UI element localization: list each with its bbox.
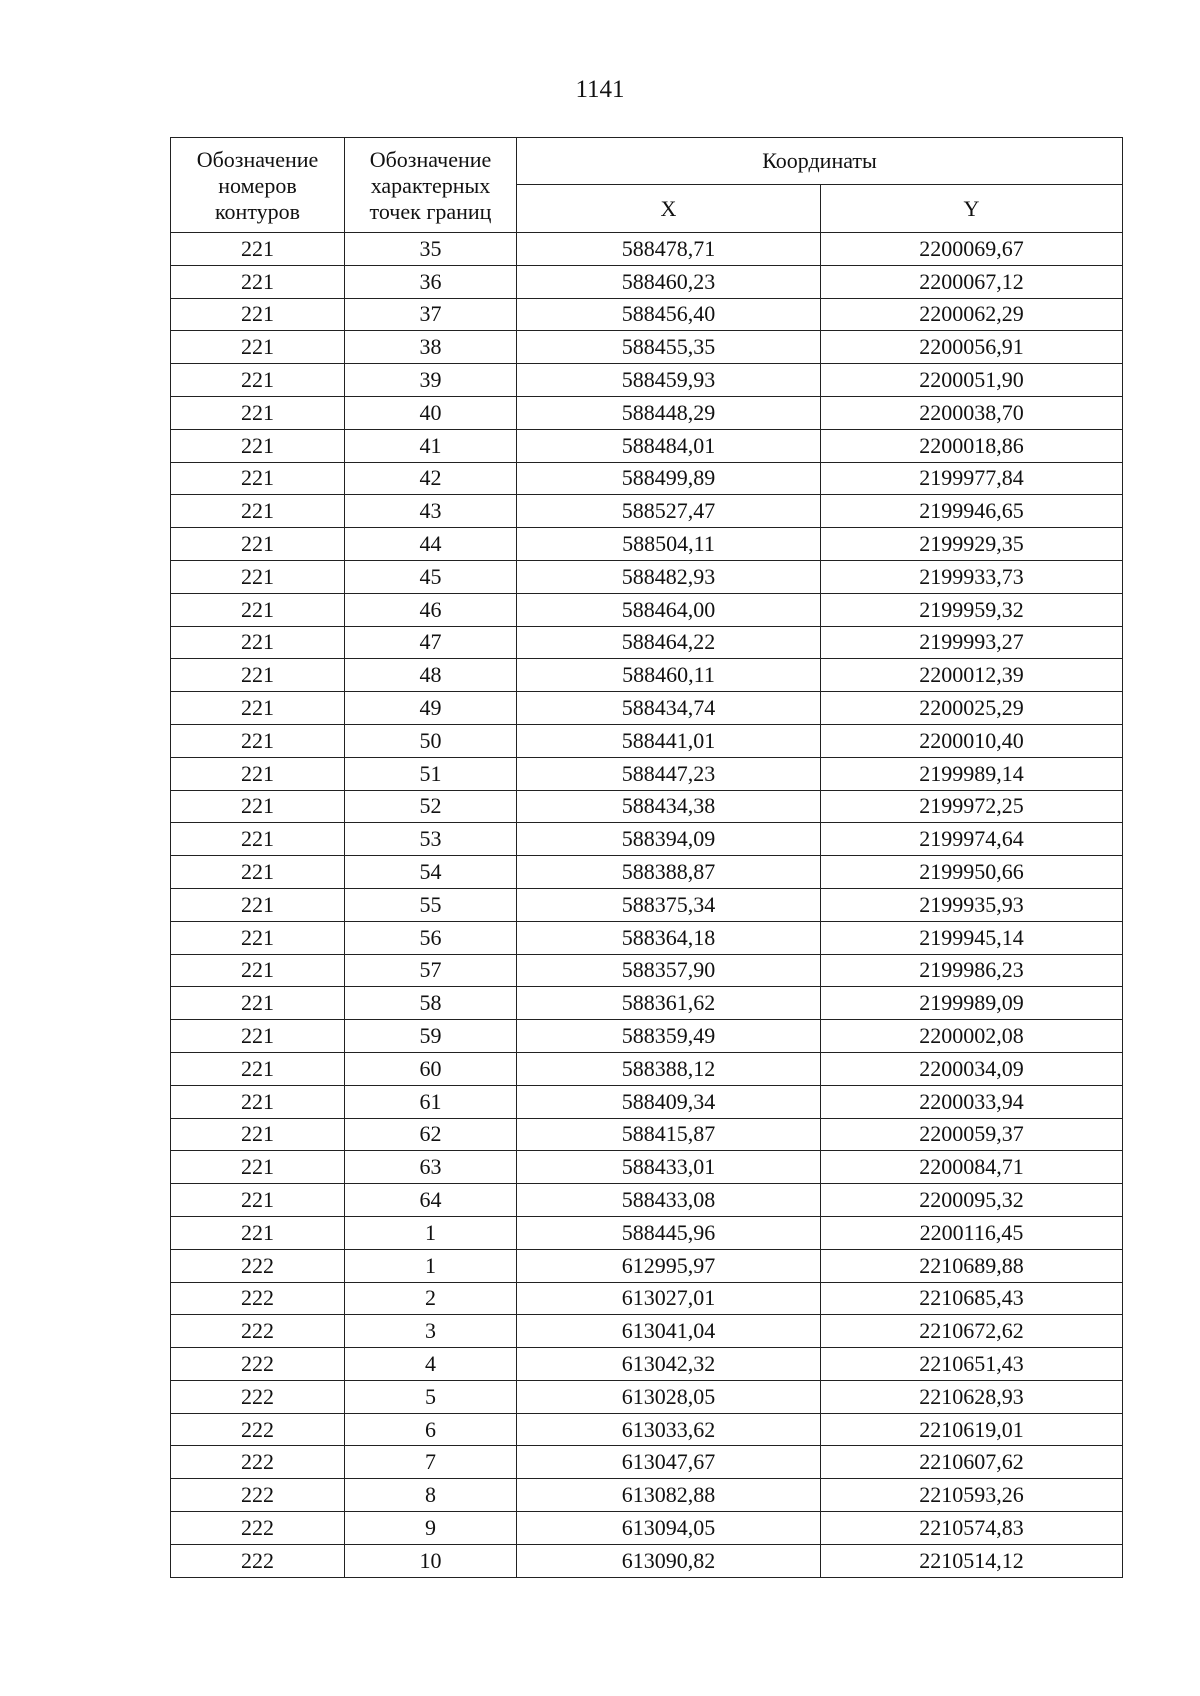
table-row — [171, 593, 1123, 626]
coordinates-table — [170, 137, 1123, 1578]
table-row — [171, 1315, 1123, 1348]
cell-contour-number: 221 — [171, 1052, 345, 1085]
cell-x: 588434,38 — [517, 790, 821, 823]
cell-x: 588456,40 — [517, 298, 821, 331]
cell-x: 613082,88 — [517, 1479, 821, 1512]
cell-point-number: 43 — [345, 495, 517, 528]
cell-x: 588433,01 — [517, 1151, 821, 1184]
cell-point-number: 46 — [345, 593, 517, 626]
cell-point-number: 6 — [345, 1413, 517, 1446]
header-boundary-points — [345, 138, 517, 233]
cell-y: 2199946,65 — [821, 495, 1123, 528]
cell-x: 588388,87 — [517, 856, 821, 889]
cell-y: 2199986,23 — [821, 954, 1123, 987]
cell-x: 588357,90 — [517, 954, 821, 987]
cell-y: 2210651,43 — [821, 1348, 1123, 1381]
cell-point-number: 61 — [345, 1085, 517, 1118]
cell-point-number: 10 — [345, 1544, 517, 1577]
cell-y: 2200084,71 — [821, 1151, 1123, 1184]
cell-x: 613094,05 — [517, 1512, 821, 1545]
table-row — [171, 1282, 1123, 1315]
cell-point-number: 50 — [345, 724, 517, 757]
cell-contour-number: 221 — [171, 396, 345, 429]
cell-point-number: 41 — [345, 429, 517, 462]
cell-contour-number: 221 — [171, 888, 345, 921]
table-row — [171, 1052, 1123, 1085]
cell-x: 588499,89 — [517, 462, 821, 495]
cell-y: 2200018,86 — [821, 429, 1123, 462]
table-row — [171, 1380, 1123, 1413]
cell-point-number: 4 — [345, 1348, 517, 1381]
cell-x: 588482,93 — [517, 560, 821, 593]
cell-y: 2200038,70 — [821, 396, 1123, 429]
cell-x: 588460,23 — [517, 265, 821, 298]
cell-x: 588415,87 — [517, 1118, 821, 1151]
cell-x: 588447,23 — [517, 757, 821, 790]
cell-x: 612995,97 — [517, 1249, 821, 1282]
cell-x: 588359,49 — [517, 1020, 821, 1053]
cell-y: 2199950,66 — [821, 856, 1123, 889]
cell-x: 588484,01 — [517, 429, 821, 462]
cell-point-number: 64 — [345, 1184, 517, 1217]
cell-x: 588459,93 — [517, 364, 821, 397]
cell-point-number: 52 — [345, 790, 517, 823]
table-row — [171, 1544, 1123, 1577]
cell-y: 2210574,83 — [821, 1512, 1123, 1545]
cell-point-number: 54 — [345, 856, 517, 889]
cell-x: 588464,00 — [517, 593, 821, 626]
table-row — [171, 331, 1123, 364]
cell-point-number: 44 — [345, 528, 517, 561]
table-row — [171, 1413, 1123, 1446]
cell-point-number: 1 — [345, 1249, 517, 1282]
cell-y: 2199993,27 — [821, 626, 1123, 659]
cell-point-number: 38 — [345, 331, 517, 364]
cell-point-number: 63 — [345, 1151, 517, 1184]
cell-point-number: 5 — [345, 1380, 517, 1413]
table-row — [171, 298, 1123, 331]
cell-x: 613027,01 — [517, 1282, 821, 1315]
cell-contour-number: 222 — [171, 1446, 345, 1479]
table-row — [171, 987, 1123, 1020]
cell-contour-number: 221 — [171, 331, 345, 364]
cell-point-number: 1 — [345, 1216, 517, 1249]
table-row — [171, 1184, 1123, 1217]
cell-contour-number: 221 — [171, 757, 345, 790]
cell-y: 2200116,45 — [821, 1216, 1123, 1249]
cell-y: 2200062,29 — [821, 298, 1123, 331]
page-number: 1141 — [575, 76, 625, 103]
table-row — [171, 429, 1123, 462]
cell-y: 2200033,94 — [821, 1085, 1123, 1118]
table-row — [171, 1249, 1123, 1282]
cell-x: 588448,29 — [517, 396, 821, 429]
header-point-line-2: характерных — [370, 173, 491, 198]
header-point-line-1: Обозначение — [369, 147, 492, 172]
cell-point-number: 2 — [345, 1282, 517, 1315]
cell-y: 2199945,14 — [821, 921, 1123, 954]
cell-x: 613033,62 — [517, 1413, 821, 1446]
table-row — [171, 1479, 1123, 1512]
cell-contour-number: 222 — [171, 1413, 345, 1446]
cell-point-number: 3 — [345, 1315, 517, 1348]
table-row — [171, 233, 1123, 266]
cell-contour-number: 221 — [171, 298, 345, 331]
cell-y: 2200002,08 — [821, 1020, 1123, 1053]
cell-x: 588455,35 — [517, 331, 821, 364]
cell-contour-number: 221 — [171, 560, 345, 593]
cell-contour-number: 221 — [171, 462, 345, 495]
cell-x: 588445,96 — [517, 1216, 821, 1249]
cell-x: 613041,04 — [517, 1315, 821, 1348]
cell-contour-number: 221 — [171, 1118, 345, 1151]
cell-y: 2199959,32 — [821, 593, 1123, 626]
cell-contour-number: 221 — [171, 626, 345, 659]
cell-point-number: 39 — [345, 364, 517, 397]
cell-contour-number: 221 — [171, 1216, 345, 1249]
table-row — [171, 560, 1123, 593]
table-row — [171, 1216, 1123, 1249]
cell-x: 588394,09 — [517, 823, 821, 856]
cell-contour-number: 221 — [171, 593, 345, 626]
cell-x: 613028,05 — [517, 1380, 821, 1413]
table-row — [171, 462, 1123, 495]
cell-y: 2210514,12 — [821, 1544, 1123, 1577]
table-row — [171, 724, 1123, 757]
cell-x: 613090,82 — [517, 1544, 821, 1577]
cell-x: 588504,11 — [517, 528, 821, 561]
cell-y: 2210607,62 — [821, 1446, 1123, 1479]
cell-y: 2200034,09 — [821, 1052, 1123, 1085]
table-row — [171, 921, 1123, 954]
cell-y: 2199935,93 — [821, 888, 1123, 921]
cell-x: 588388,12 — [517, 1052, 821, 1085]
cell-x: 588464,22 — [517, 626, 821, 659]
table-row — [171, 954, 1123, 987]
cell-contour-number: 221 — [171, 233, 345, 266]
table-body — [171, 233, 1123, 1578]
cell-contour-number: 221 — [171, 692, 345, 725]
cell-y: 2200069,67 — [821, 233, 1123, 266]
cell-y: 2199929,35 — [821, 528, 1123, 561]
cell-y: 2210685,43 — [821, 1282, 1123, 1315]
cell-point-number: 55 — [345, 888, 517, 921]
cell-point-number: 56 — [345, 921, 517, 954]
cell-y: 2200059,37 — [821, 1118, 1123, 1151]
cell-y: 2199989,14 — [821, 757, 1123, 790]
cell-contour-number: 222 — [171, 1348, 345, 1381]
cell-x: 588460,11 — [517, 659, 821, 692]
cell-point-number: 49 — [345, 692, 517, 725]
cell-y: 2199972,25 — [821, 790, 1123, 823]
table-row — [171, 626, 1123, 659]
cell-contour-number: 221 — [171, 1184, 345, 1217]
cell-y: 2199977,84 — [821, 462, 1123, 495]
table-row — [171, 856, 1123, 889]
table-header — [171, 138, 1123, 233]
table-row — [171, 265, 1123, 298]
cell-point-number: 51 — [345, 757, 517, 790]
cell-x: 588409,34 — [517, 1085, 821, 1118]
cell-point-number: 59 — [345, 1020, 517, 1053]
cell-y: 2210593,26 — [821, 1479, 1123, 1512]
header-contour-line-2: номеров — [218, 173, 297, 198]
table-row — [171, 888, 1123, 921]
cell-y: 2199974,64 — [821, 823, 1123, 856]
cell-y: 2200025,29 — [821, 692, 1123, 725]
cell-x: 588364,18 — [517, 921, 821, 954]
cell-contour-number: 222 — [171, 1249, 345, 1282]
cell-contour-number: 221 — [171, 1020, 345, 1053]
cell-x: 588433,08 — [517, 1184, 821, 1217]
cell-contour-number: 221 — [171, 265, 345, 298]
header-point-line-3: точек границ — [369, 199, 492, 224]
cell-contour-number: 221 — [171, 823, 345, 856]
cell-y: 2200095,32 — [821, 1184, 1123, 1217]
cell-contour-number: 221 — [171, 954, 345, 987]
cell-x: 588361,62 — [517, 987, 821, 1020]
cell-y: 2200051,90 — [821, 364, 1123, 397]
cell-contour-number: 221 — [171, 429, 345, 462]
cell-point-number: 53 — [345, 823, 517, 856]
cell-contour-number: 221 — [171, 659, 345, 692]
cell-y: 2210689,88 — [821, 1249, 1123, 1282]
cell-contour-number: 222 — [171, 1544, 345, 1577]
table-row — [171, 1020, 1123, 1053]
cell-point-number: 42 — [345, 462, 517, 495]
cell-point-number: 62 — [345, 1118, 517, 1151]
header-contour-numbers — [171, 138, 345, 233]
header-contour-line-1: Обозначение — [196, 147, 319, 172]
table-row — [171, 692, 1123, 725]
table-row — [171, 1446, 1123, 1479]
table-row — [171, 528, 1123, 561]
table-row — [171, 495, 1123, 528]
cell-contour-number: 221 — [171, 724, 345, 757]
cell-point-number: 57 — [345, 954, 517, 987]
cell-y: 2210628,93 — [821, 1380, 1123, 1413]
table-row — [171, 396, 1123, 429]
cell-contour-number: 221 — [171, 987, 345, 1020]
cell-contour-number: 222 — [171, 1282, 345, 1315]
cell-contour-number: 222 — [171, 1315, 345, 1348]
cell-point-number: 7 — [345, 1446, 517, 1479]
cell-contour-number: 221 — [171, 856, 345, 889]
cell-contour-number: 221 — [171, 1085, 345, 1118]
cell-x: 613042,32 — [517, 1348, 821, 1381]
cell-contour-number: 221 — [171, 495, 345, 528]
cell-y: 2199933,73 — [821, 560, 1123, 593]
table-row — [171, 364, 1123, 397]
cell-point-number: 37 — [345, 298, 517, 331]
table-row — [171, 1348, 1123, 1381]
cell-point-number: 58 — [345, 987, 517, 1020]
cell-y: 2210619,01 — [821, 1413, 1123, 1446]
table-row — [171, 1118, 1123, 1151]
cell-contour-number: 221 — [171, 364, 345, 397]
cell-y: 2200067,12 — [821, 265, 1123, 298]
table-row — [171, 757, 1123, 790]
header-contour-line-3: контуров — [214, 199, 301, 224]
cell-contour-number: 221 — [171, 528, 345, 561]
cell-x: 588441,01 — [517, 724, 821, 757]
cell-y: 2210672,62 — [821, 1315, 1123, 1348]
cell-point-number: 48 — [345, 659, 517, 692]
cell-x: 588375,34 — [517, 888, 821, 921]
table-row — [171, 659, 1123, 692]
table-row — [171, 1151, 1123, 1184]
cell-contour-number: 222 — [171, 1512, 345, 1545]
header-x: X — [517, 185, 821, 233]
cell-point-number: 35 — [345, 233, 517, 266]
cell-contour-number: 221 — [171, 1151, 345, 1184]
header-coordinates: Координаты — [517, 138, 1123, 185]
table-row — [171, 823, 1123, 856]
table-row — [171, 1512, 1123, 1545]
table-row — [171, 790, 1123, 823]
cell-x: 588434,74 — [517, 692, 821, 725]
cell-y: 2200010,40 — [821, 724, 1123, 757]
cell-contour-number: 221 — [171, 790, 345, 823]
cell-contour-number: 222 — [171, 1479, 345, 1512]
cell-point-number: 45 — [345, 560, 517, 593]
cell-contour-number: 221 — [171, 921, 345, 954]
cell-y: 2200012,39 — [821, 659, 1123, 692]
cell-point-number: 36 — [345, 265, 517, 298]
table-row — [171, 1085, 1123, 1118]
cell-x: 588478,71 — [517, 233, 821, 266]
cell-point-number: 40 — [345, 396, 517, 429]
cell-point-number: 9 — [345, 1512, 517, 1545]
cell-contour-number: 222 — [171, 1380, 345, 1413]
cell-point-number: 47 — [345, 626, 517, 659]
cell-x: 588527,47 — [517, 495, 821, 528]
cell-x: 613047,67 — [517, 1446, 821, 1479]
cell-point-number: 60 — [345, 1052, 517, 1085]
cell-y: 2199989,09 — [821, 987, 1123, 1020]
header-y: Y — [821, 185, 1123, 233]
cell-y: 2200056,91 — [821, 331, 1123, 364]
cell-point-number: 8 — [345, 1479, 517, 1512]
